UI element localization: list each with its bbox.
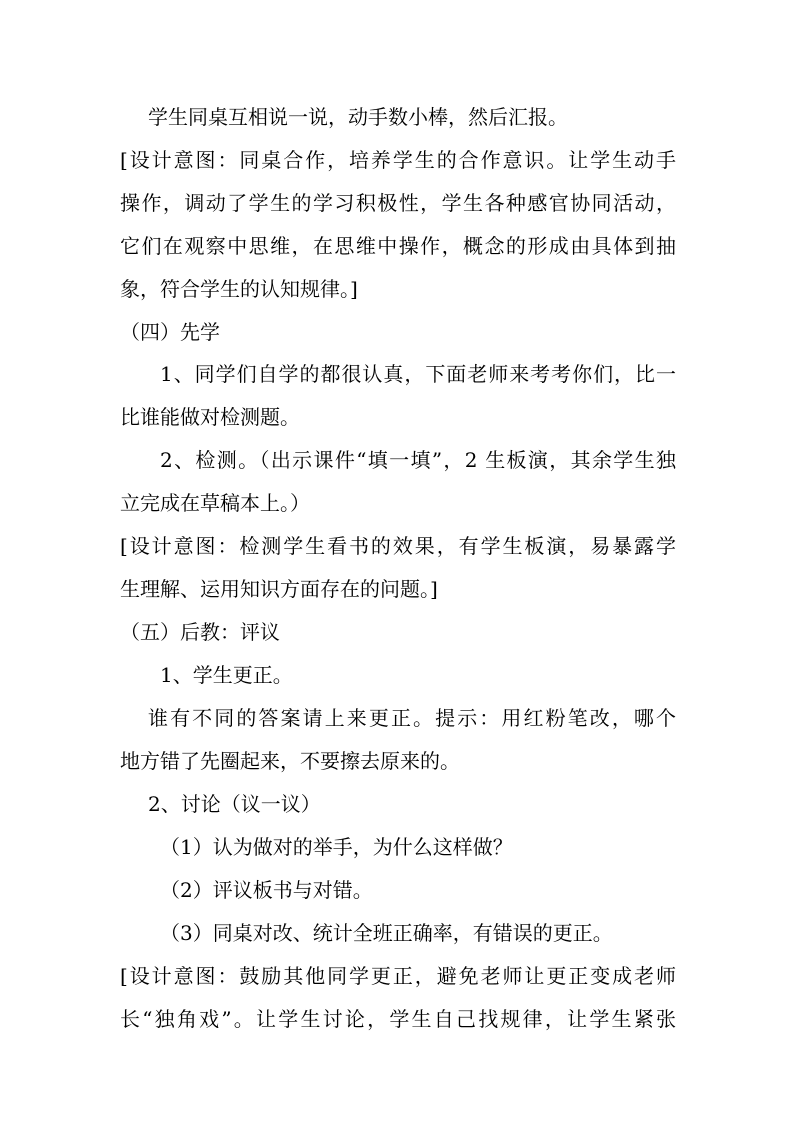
text-line: 学生同桌互相说一说，动手数小棒，然后汇报。 <box>148 105 568 129</box>
text-line: 2、讨论（议一议） <box>148 792 321 816</box>
text-line: [设计意图：同桌合作，培养学生的合作意识。让学生动手 <box>120 148 676 172</box>
text-line: 操作，调动了学生的学习积极性，学生各种感官协同活动， <box>120 191 676 215</box>
text-line: （3）同桌对改、统计全班正确率，有错误的更正。 <box>160 921 613 945</box>
text-line: 生理解、运用知识方面存在的问题。] <box>120 577 438 601</box>
text-line: （1）认为做对的举手，为什么这样做？ <box>160 835 513 859</box>
text-line: （2）评议板书与对错。 <box>160 878 373 902</box>
text-line: 比谁能做对检测题。 <box>120 405 300 429</box>
text-line: 地方错了先圈起来，不要擦去原来的。 <box>120 749 460 773</box>
text-line: 2、检测。（出示课件“填一填”，2 生板演，其余学生独 <box>160 448 676 472</box>
section-heading: （四）先学 <box>120 320 220 344</box>
text-line: 谁有不同的答案请上来更正。提示：用红粉笔改，哪个 <box>148 706 676 730</box>
text-line: 1、同学们自学的都很认真，下面老师来考考你们，比一 <box>160 362 676 386</box>
text-line: 1、学生更正。 <box>160 663 293 687</box>
section-heading: （五）后教：评议 <box>120 620 280 644</box>
text-line: [设计意图：检测学生看书的效果，有学生板演，易暴露学 <box>120 534 676 558</box>
text-line: [设计意图：鼓励其他同学更正，避免老师让更正变成老师 <box>120 964 676 988</box>
text-line: 长“独角戏”。让学生讨论，学生自己找规律，让学生紧张 <box>120 1007 676 1031</box>
text-line: 它们在观察中思维，在思维中操作，概念的形成由具体到抽 <box>120 234 676 258</box>
text-line: 立完成在草稿本上。） <box>120 491 310 515</box>
text-line: 象，符合学生的认知规律。] <box>120 277 358 301</box>
